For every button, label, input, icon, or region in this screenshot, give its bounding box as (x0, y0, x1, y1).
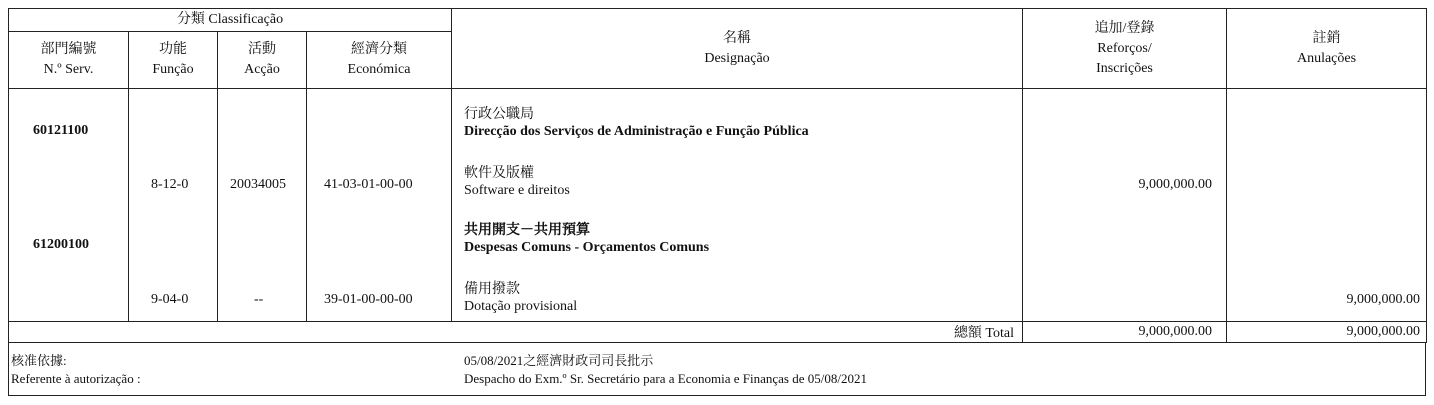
designation-1-zh: 行政公職局 (464, 107, 535, 122)
designation-column (452, 89, 1023, 322)
function-code-1: 8-12-0 (151, 177, 189, 192)
designation-1-pt: Direcção dos Serviços de Administração e Função Pública (464, 124, 809, 139)
annulment-header-pt: Anulações (1296, 50, 1357, 66)
action-code-1: 20034005 (230, 177, 286, 192)
annulment-header (1227, 9, 1427, 89)
designation-header-pt: Designação (704, 50, 770, 66)
designation-header-zh: 名稱 (723, 30, 752, 46)
action-header-zh: 活動 (248, 42, 276, 57)
designation-4-zh: 備用撥款 (464, 282, 521, 297)
action-header (218, 32, 307, 89)
economic-header-pt: Económica (347, 62, 411, 77)
basis-label-pt: Referente à autorização : (11, 371, 141, 386)
service-header (9, 32, 129, 89)
budget-grid (8, 8, 1427, 343)
economic-column (307, 89, 452, 322)
annulment-column (1227, 89, 1427, 322)
economic-code-2: 39-01-00-00-00 (324, 292, 413, 307)
reinforcement-header-zh: 追加/登錄 (1094, 20, 1155, 36)
budget-transfer-table (8, 8, 1426, 397)
designation-3-pt: Despesas Comuns - Orçamentos Comuns (464, 240, 710, 255)
designation-4-pt: Dotação provisional (464, 299, 578, 314)
total-reinforcement: 9,000,000.00 (1023, 322, 1227, 343)
total-label: 總額 Total (9, 322, 1023, 343)
economic-header-zh: 經濟分類 (351, 42, 407, 57)
designation-header (452, 9, 1023, 89)
service-header-pt: N.º Serv. (43, 62, 94, 77)
dispatch-text-zh: 05/08/2021之經濟財政司司長批示 (464, 353, 654, 368)
function-code-2: 9-04-0 (151, 292, 189, 307)
action-column (218, 89, 307, 322)
service-code-2: 61200100 (33, 237, 89, 252)
reinforcement-header-pt2: Inscrições (1096, 60, 1153, 76)
reinforcement-amount-1: 9,000,000.00 (1138, 177, 1213, 192)
authorization-footer (8, 342, 1426, 396)
designation-2-zh: 軟件及版權 (464, 166, 535, 181)
reinforcement-column (1023, 89, 1227, 322)
service-header-zh: 部門編號 (40, 42, 97, 57)
action-code-2: -- (254, 292, 264, 307)
total-annulment: 9,000,000.00 (1227, 322, 1427, 343)
designation-3-zh: 共用開支－共用預算 (464, 223, 591, 238)
designation-2-pt: Software e direitos (464, 183, 570, 198)
function-column (129, 89, 218, 322)
dispatch-text-pt: Despacho do Exm.º Sr. Secretário para a Economia e Finanças de 05/08/2021 (464, 371, 867, 386)
annulment-amount-1: 9,000,000.00 (1346, 292, 1421, 307)
function-header (129, 32, 218, 89)
function-header-pt: Função (152, 62, 194, 77)
classification-header: 分類 Classificação (9, 9, 452, 32)
basis-label-zh: 核准依據: (11, 353, 67, 368)
reinforcement-header (1023, 9, 1227, 89)
action-header-pt: Acção (244, 62, 280, 77)
economic-code-1: 41-03-01-00-00 (324, 177, 413, 192)
service-code-1: 60121100 (33, 123, 89, 138)
annulment-header-zh: 註銷 (1312, 30, 1341, 46)
function-header-zh: 功能 (159, 42, 187, 57)
service-column (9, 89, 129, 322)
reinforcement-header-pt1: Reforços/ (1097, 40, 1152, 56)
economic-header (307, 32, 452, 89)
